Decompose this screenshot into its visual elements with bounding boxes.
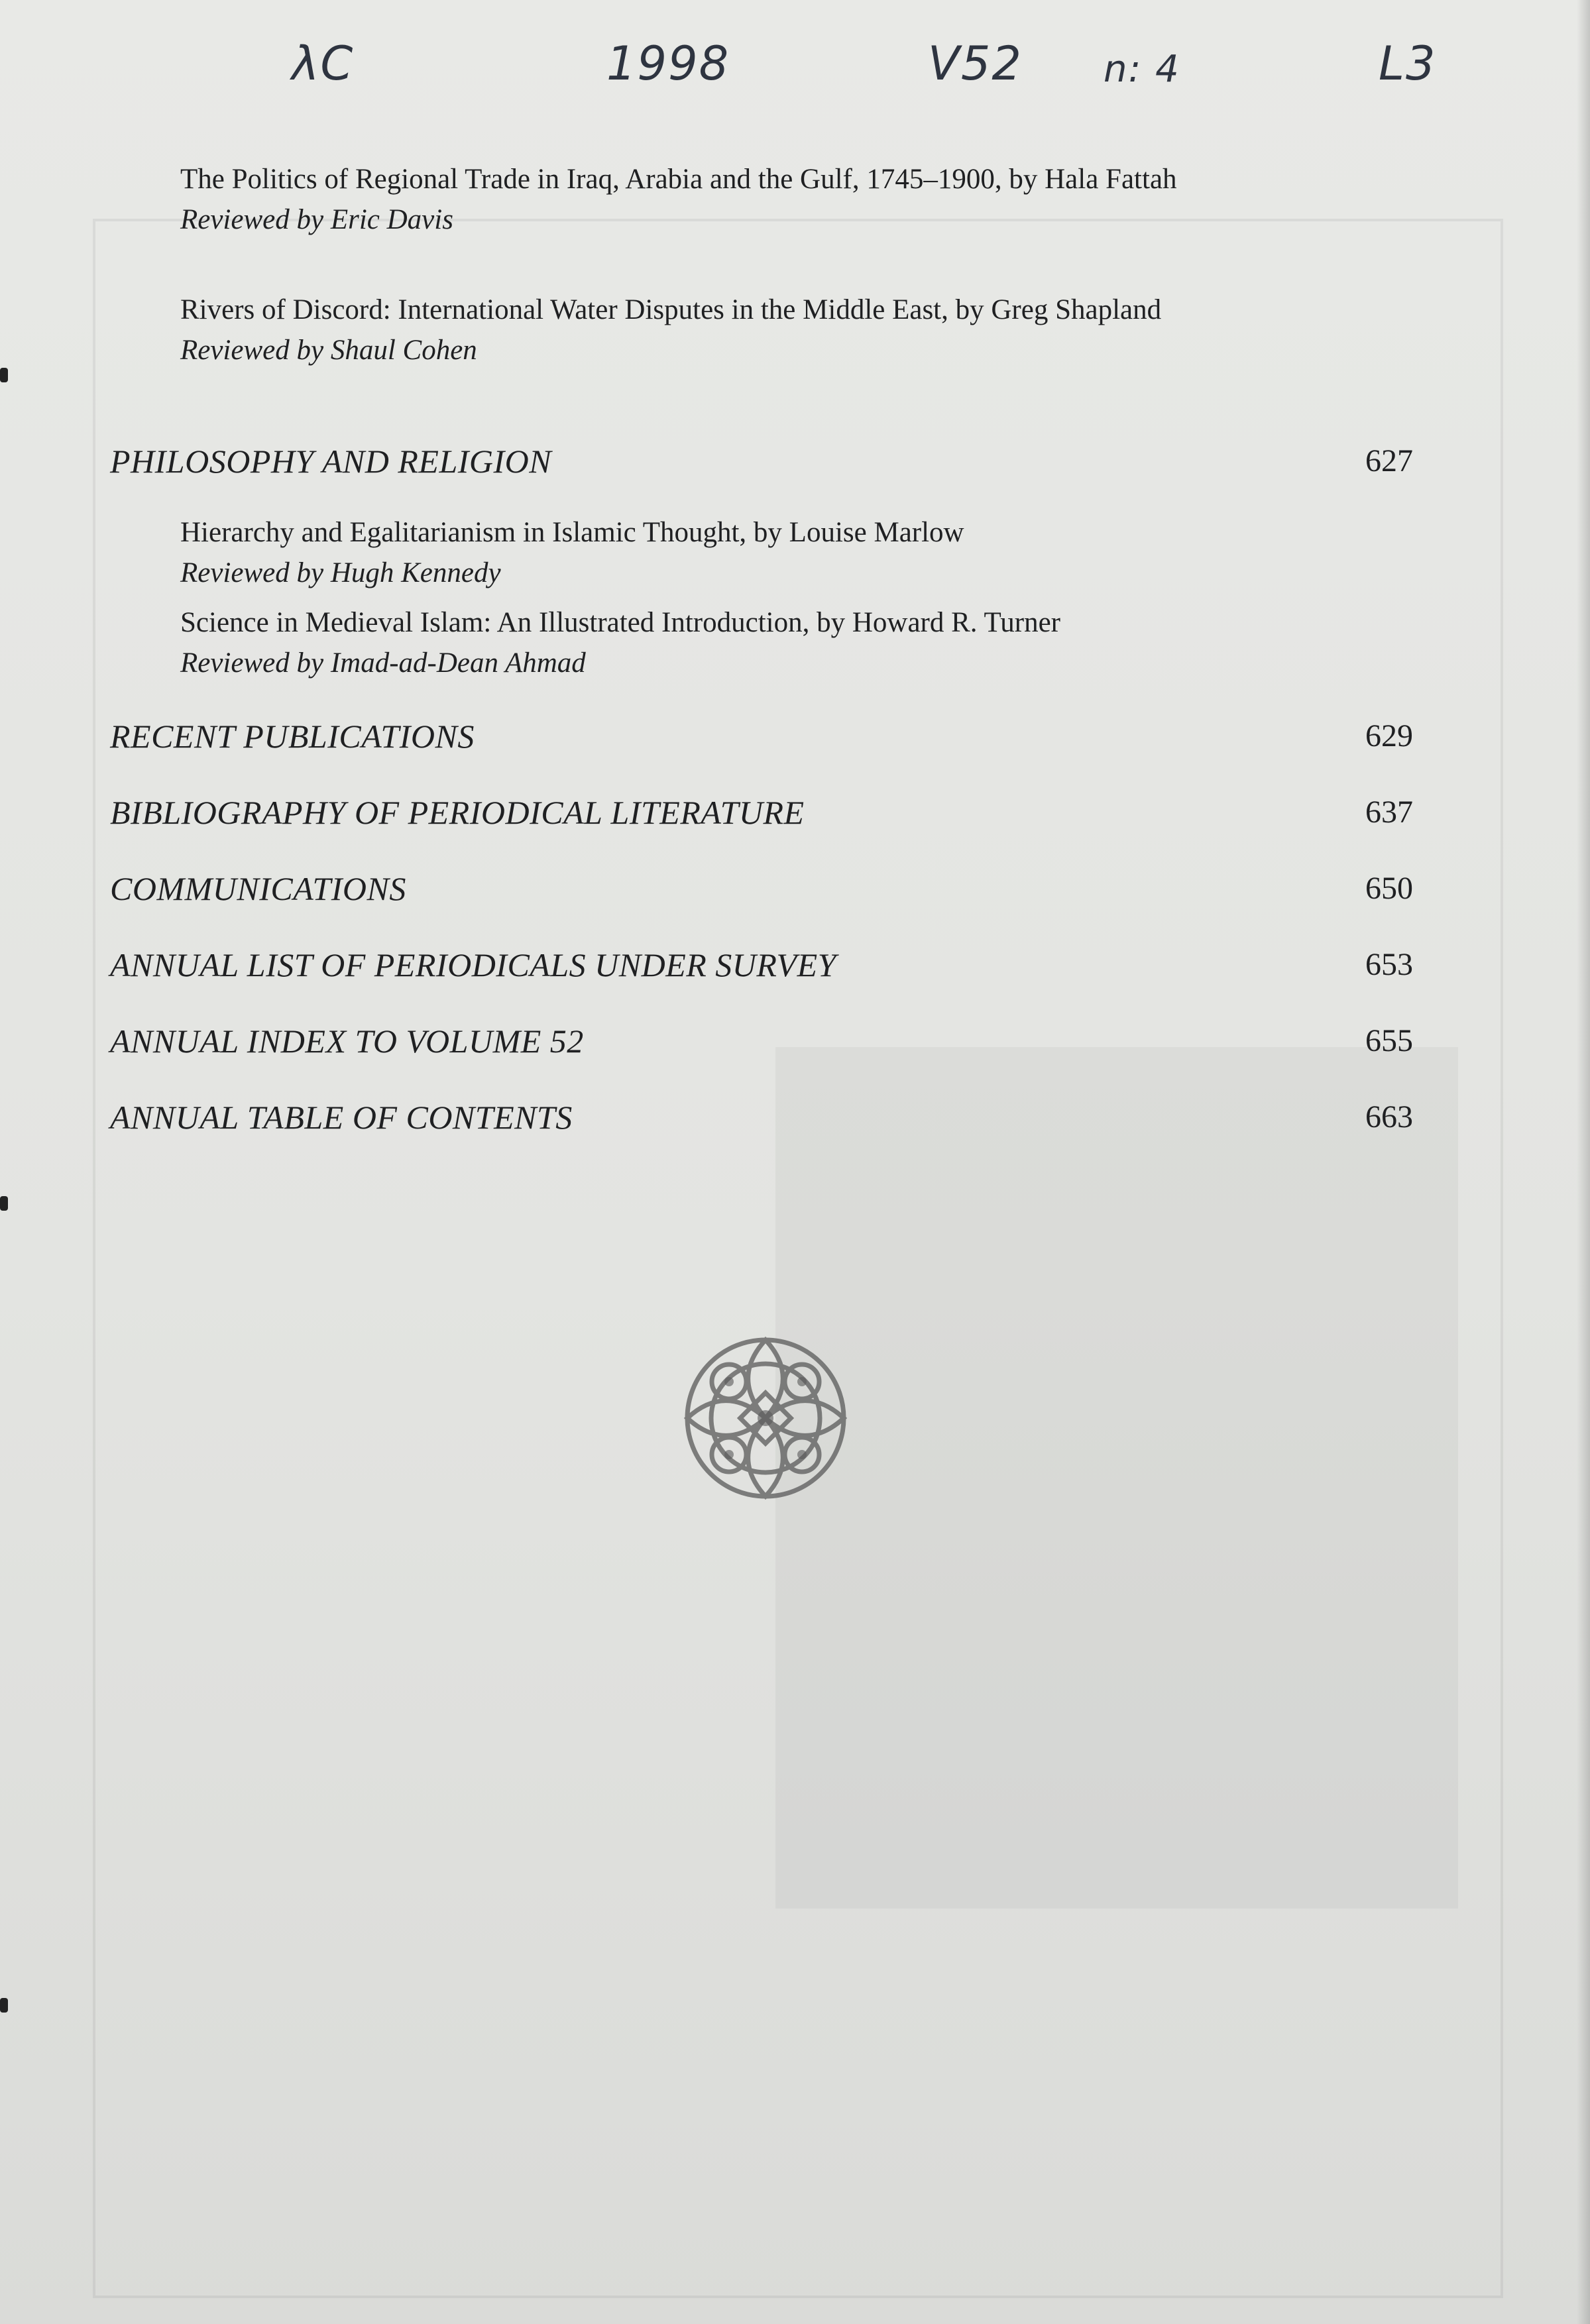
bleed-through-block <box>775 1047 1458 1909</box>
review-entry-title: Hierarchy and Egalitarianism in Islamic Thought, by Louise Marlow <box>180 517 964 548</box>
handwritten-note: n: 4 <box>1104 48 1180 91</box>
toc-section-annual-table <box>110 1093 1413 1141</box>
section-title: ANNUAL INDEX TO VOLUME 52 <box>110 1023 584 1060</box>
section-page-number: 629 <box>1365 718 1413 753</box>
handwritten-note: 1998 <box>606 36 730 91</box>
section-title: ANNUAL TABLE OF CONTENTS <box>110 1099 573 1136</box>
review-entry <box>180 512 1280 593</box>
review-entry-reviewer: Reviewed by Hugh Kennedy <box>180 557 501 588</box>
section-page-number: 663 <box>1365 1099 1413 1134</box>
arabesque-ornament-graphic <box>663 1319 868 1518</box>
section-page-number: 637 <box>1365 795 1413 830</box>
section-title: PHILOSOPHY AND RELIGION <box>110 443 552 480</box>
binding-mark <box>0 1196 8 1211</box>
section-title: RECENT PUBLICATIONS <box>110 718 475 755</box>
review-entry-reviewer: Reviewed by Eric Davis <box>180 204 453 235</box>
review-entry <box>180 159 1280 240</box>
arabesque-ornament-icon <box>663 1319 868 1518</box>
toc-section-annual-index <box>110 1017 1413 1065</box>
toc-section-bibliography <box>110 789 1413 836</box>
page-edge-shadow <box>1577 0 1590 2324</box>
section-title: ANNUAL LIST OF PERIODICALS UNDER SURVEY <box>110 946 836 983</box>
handwritten-note: L3 <box>1379 36 1437 91</box>
section-page-number: 627 <box>1365 443 1413 478</box>
toc-section-recent-publications <box>110 712 1413 760</box>
review-entry-title: The Politics of Regional Trade in Iraq, Arabia and the Gulf, 1745–1900, by Hala Fattah <box>180 164 1177 195</box>
review-entry <box>180 290 1280 370</box>
toc-section-philosophy <box>110 437 1413 485</box>
handwritten-note: λC <box>292 36 355 91</box>
review-entry <box>180 602 1280 683</box>
binding-mark <box>0 368 8 382</box>
section-title: COMMUNICATIONS <box>110 870 406 907</box>
review-entry-title: Science in Medieval Islam: An Illustrated Introduction, by Howard R. Turner <box>180 607 1060 638</box>
review-entry-reviewer: Reviewed by Shaul Cohen <box>180 335 477 366</box>
binding-mark <box>0 1998 8 2013</box>
toc-section-periodicals-list <box>110 941 1413 989</box>
section-title: BIBLIOGRAPHY OF PERIODICAL LITERATURE <box>110 794 805 831</box>
section-page-number: 653 <box>1365 947 1413 982</box>
review-entry-reviewer: Reviewed by Imad-ad-Dean Ahmad <box>180 647 586 679</box>
review-entry-title: Rivers of Discord: International Water Disputes in the Middle East, by Greg Shapland <box>180 294 1162 325</box>
toc-section-communications <box>110 865 1413 913</box>
section-page-number: 650 <box>1365 871 1413 906</box>
section-page-number: 655 <box>1365 1023 1413 1058</box>
handwritten-note: V52 <box>928 36 1023 91</box>
